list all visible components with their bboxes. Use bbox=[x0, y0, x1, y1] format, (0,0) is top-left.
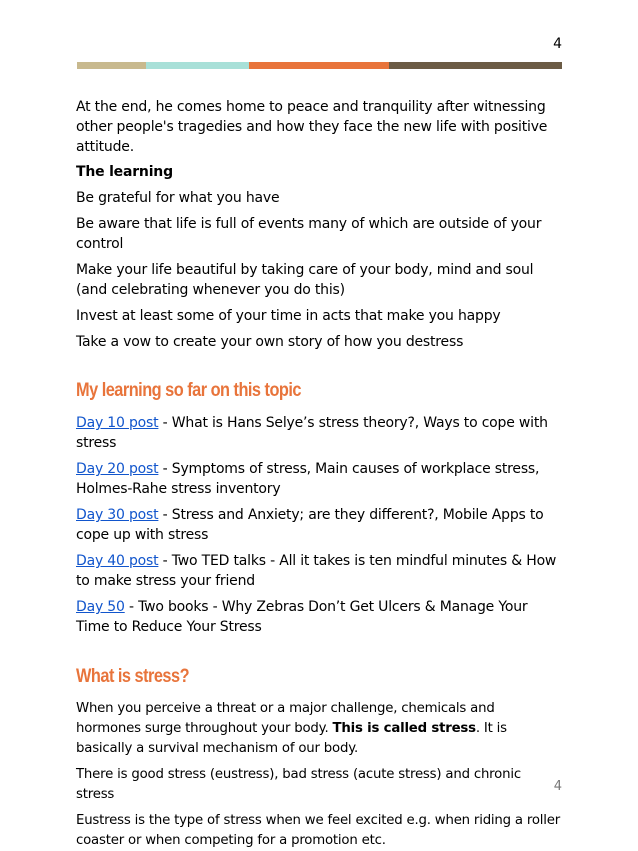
my-learning-heading: My learning so far on this topic bbox=[76, 380, 301, 401]
learning-item: Make your life beautiful by taking care of your body, mind and soul (and celebrating whenever you do this) bbox=[76, 262, 534, 298]
page-content bbox=[76, 97, 562, 851]
learning-item: Be aware that life is full of events many of which are outside of your control bbox=[76, 216, 542, 252]
post-entry bbox=[76, 413, 562, 453]
post-description: - What is Hans Selye’s stress theory?, Ways to cope with stress bbox=[76, 415, 548, 451]
learning-item: Take a vow to create your own story of how you destress bbox=[76, 334, 464, 350]
stripe-segment-orange bbox=[249, 62, 389, 69]
learning-item: Be grateful for what you have bbox=[76, 190, 280, 206]
header-page-number: 4 bbox=[553, 36, 562, 52]
post-description: - Two TED talks - All it takes is ten mindful minutes & How to make stress your friend bbox=[76, 553, 557, 589]
stripe-segment-brown bbox=[389, 62, 562, 69]
stress-types-paragraph: There is good stress (eustress), bad stress (acute stress) and chronic stress bbox=[76, 767, 521, 802]
post-link[interactable]: Day 50 bbox=[76, 599, 125, 615]
stripe-segment-tan bbox=[77, 62, 146, 69]
post-description: - Symptoms of stress, Main causes of workplace stress, Holmes-Rahe stress inventory bbox=[76, 461, 540, 497]
post-link[interactable]: Day 10 post bbox=[76, 415, 159, 431]
post-link[interactable]: Day 40 post bbox=[76, 553, 159, 569]
post-entry bbox=[76, 551, 562, 591]
post-entry bbox=[76, 459, 562, 499]
intro-paragraph: At the end, he comes home to peace and tranquility after witnessing other people's tragedies and how they face the new life with positive attitude. bbox=[76, 99, 548, 155]
what-is-stress-heading: What is stress? bbox=[76, 666, 190, 687]
footer-page-number: 4 bbox=[553, 779, 562, 794]
decorative-color-stripe bbox=[77, 62, 562, 69]
stress-definition-paragraph bbox=[76, 699, 562, 759]
post-description: - Two books - Why Zebras Don’t Get Ulcers & Manage Your Time to Reduce Your Stress bbox=[76, 599, 528, 635]
stress-definition-text: When you perceive a threat or a major challenge, chemicals and hormones surge throughout your body. bbox=[76, 701, 495, 736]
learning-title: The learning bbox=[76, 164, 173, 180]
eustress-paragraph: Eustress is the type of stress when we feel excited e.g. when riding a roller coaster or when competing for a promotion etc. bbox=[76, 813, 561, 848]
post-link[interactable]: Day 20 post bbox=[76, 461, 159, 477]
learning-item: Invest at least some of your time in acts that make you happy bbox=[76, 308, 501, 324]
post-entry bbox=[76, 597, 562, 637]
post-entry bbox=[76, 505, 562, 545]
stripe-segment-teal bbox=[146, 62, 249, 69]
stress-definition-bold: This is called stress bbox=[332, 721, 476, 736]
stress-definition-text-end: . It is basically a survival mechanism of our body. bbox=[76, 721, 507, 756]
post-description: - Stress and Anxiety; are they different?, Mobile Apps to cope up with stress bbox=[76, 507, 544, 543]
post-link[interactable]: Day 30 post bbox=[76, 507, 159, 523]
